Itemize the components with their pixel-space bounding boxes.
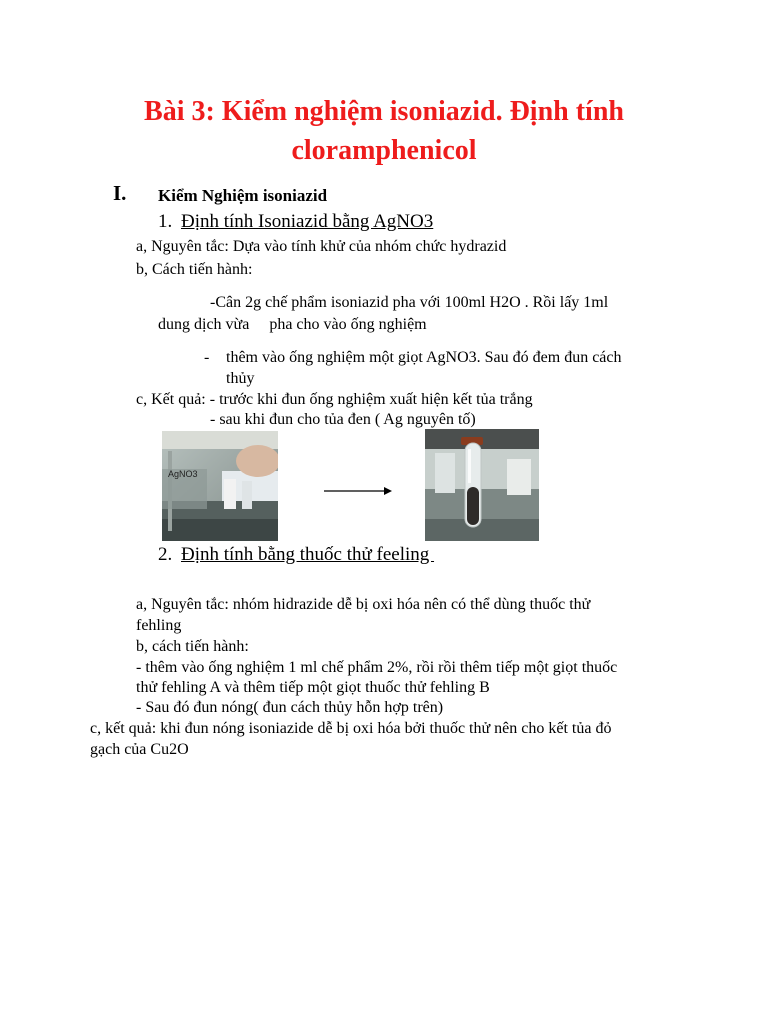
document-title-line-1: Bài 3: Kiểm nghiệm isoniazid. Định tính bbox=[144, 96, 624, 127]
sub1-step2-dash: - bbox=[204, 349, 210, 366]
sub2-principle-line1: a, Nguyên tắc: nhóm hidrazide dễ bị oxi hóa nên có thể dùng thuốc thử bbox=[136, 596, 591, 613]
sub1-step2-line2: thủy bbox=[226, 370, 255, 387]
subsection-1-number: 1. bbox=[158, 211, 173, 232]
sub1-procedure-label: b, Cách tiến hành: bbox=[136, 261, 253, 278]
subsection-2-heading: Định tính bằng thuốc thử feeling bbox=[181, 544, 435, 565]
photo-after-heating bbox=[425, 429, 539, 541]
section-numeral: I. bbox=[113, 181, 127, 205]
sub1-result-line2: - sau khi đun cho tủa đen ( Ag nguyên tố) bbox=[210, 411, 476, 428]
sub1-principle: a, Nguyên tắc: Dựa vào tính khử của nhóm chức hydrazid bbox=[136, 238, 507, 255]
sub2-result-line2: gạch của Cu2O bbox=[90, 741, 189, 758]
sub1-step1-line2: dung dịch vừa pha cho vào ống nghiệm bbox=[158, 316, 427, 333]
sub2-procedure-label: b, cách tiến hành: bbox=[136, 638, 249, 655]
sub2-principle-line2: fehling bbox=[136, 617, 182, 634]
sub2-step1-line1: - thêm vào ống nghiệm 1 ml chế phẩm 2%, rồi rồi thêm tiếp một giọt thuốc bbox=[136, 659, 618, 676]
process-arrow bbox=[324, 484, 394, 498]
subsection-1-heading: Định tính Isoniazid bằng AgNO3 bbox=[181, 211, 434, 232]
sub2-step1-line2: thử fehling A và thêm tiếp một giọt thuốc thử fehling B bbox=[136, 679, 490, 696]
agno3-bottle-label: AgNO3 bbox=[168, 469, 198, 479]
sub2-step2: - Sau đó đun nóng( đun cách thủy hỗn hợp trên) bbox=[136, 699, 444, 716]
sub2-result-line1: c, kết quả: khi đun nóng isoniazide dễ bị oxi hóa bởi thuốc thử nên cho kết tủa đỏ bbox=[90, 720, 612, 737]
sub1-result-line1: c, Kết quả: - trước khi đun ống nghiệm xuất hiện kết tủa trắng bbox=[136, 391, 533, 408]
photo-before-heating bbox=[162, 431, 278, 541]
subsection-2-number: 2. bbox=[158, 544, 173, 565]
sub1-step1-line1: -Cân 2g chế phẩm isoniazid pha với 100ml H2O . Rồi lấy 1ml bbox=[210, 294, 609, 311]
sub1-step2-line1: thêm vào ống nghiệm một giọt AgNO3. Sau đó đem đun cách bbox=[226, 349, 622, 366]
section-heading: Kiểm Nghiệm isoniazid bbox=[158, 186, 328, 205]
document-title-line-2: cloramphenicol bbox=[291, 135, 477, 166]
